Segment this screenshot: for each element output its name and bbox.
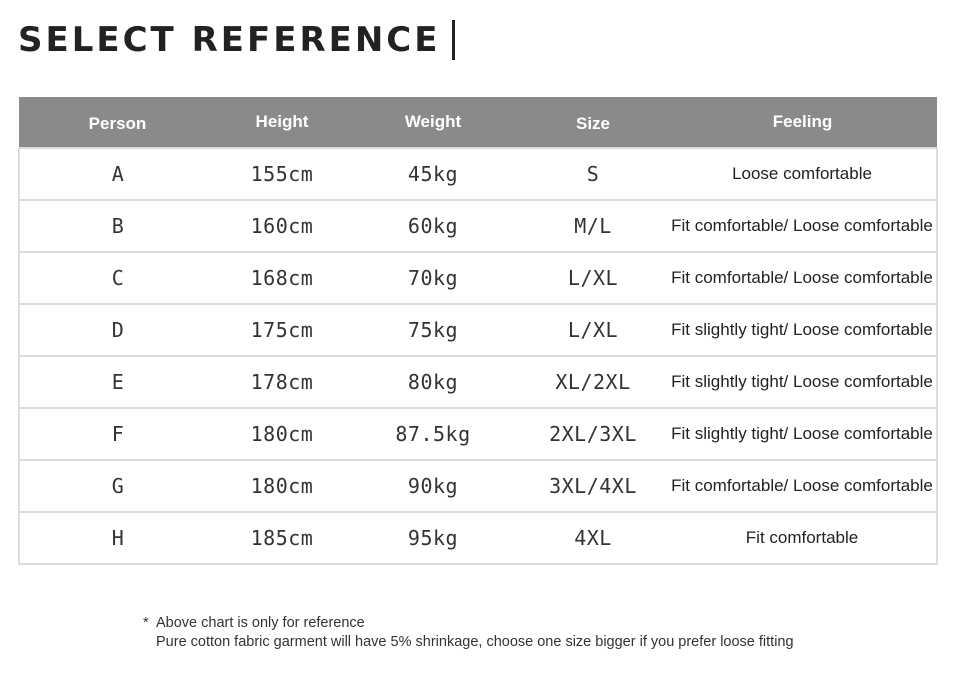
cell-feeling: Loose comfortable bbox=[668, 148, 937, 200]
cell-size: M/L bbox=[518, 200, 668, 252]
cell-size: L/XL bbox=[518, 252, 668, 304]
cell-height: 185cm bbox=[216, 512, 348, 564]
cell-feeling: Fit slightly tight/ Loose comfortable bbox=[668, 356, 937, 408]
table-row bbox=[19, 252, 937, 304]
cell-height: 180cm bbox=[216, 408, 348, 460]
cell-weight: 45kg bbox=[348, 148, 518, 200]
cell-size: S bbox=[518, 148, 668, 200]
header-person: Person bbox=[19, 97, 216, 148]
cell-person: B bbox=[19, 200, 216, 252]
cell-feeling: Fit comfortable/ Loose comfortable bbox=[668, 200, 937, 252]
header-size: Size bbox=[518, 97, 668, 148]
cell-size: 4XL bbox=[518, 512, 668, 564]
cell-height: 155cm bbox=[216, 148, 348, 200]
cell-feeling: Fit comfortable/ Loose comfortable bbox=[668, 252, 937, 304]
cell-feeling: Fit slightly tight/ Loose comfortable bbox=[668, 304, 937, 356]
table-row bbox=[19, 408, 937, 460]
reference-notes bbox=[143, 614, 794, 652]
page-title-text: SELECT REFERENCE bbox=[18, 20, 441, 60]
note-reference-text: Above chart is only for reference bbox=[156, 615, 365, 631]
cell-weight: 60kg bbox=[348, 200, 518, 252]
cell-height: 178cm bbox=[216, 356, 348, 408]
cell-weight: 90kg bbox=[348, 460, 518, 512]
cell-person: F bbox=[19, 408, 216, 460]
cell-weight: 87.5kg bbox=[348, 408, 518, 460]
table-row bbox=[19, 304, 937, 356]
table-header bbox=[19, 97, 937, 148]
table-row bbox=[19, 200, 937, 252]
cell-height: 180cm bbox=[216, 460, 348, 512]
asterisk-icon: * bbox=[143, 615, 149, 631]
cell-size: XL/2XL bbox=[518, 356, 668, 408]
cell-weight: 95kg bbox=[348, 512, 518, 564]
table-row bbox=[19, 512, 937, 564]
table-header-row bbox=[19, 97, 937, 148]
header-height: Height bbox=[216, 97, 348, 148]
cell-size: L/XL bbox=[518, 304, 668, 356]
cell-feeling: Fit comfortable/ Loose comfortable bbox=[668, 460, 937, 512]
cell-person: H bbox=[19, 512, 216, 564]
cell-height: 160cm bbox=[216, 200, 348, 252]
table-row bbox=[19, 148, 937, 200]
size-reference-table-wrap bbox=[18, 97, 936, 565]
cell-person: G bbox=[19, 460, 216, 512]
note-line-1 bbox=[143, 614, 794, 633]
cell-person: D bbox=[19, 304, 216, 356]
note-shrinkage-text: Pure cotton fabric garment will have 5% shrinkage, choose one size bigger if you prefer loose fitting bbox=[156, 634, 794, 650]
header-weight: Weight bbox=[348, 97, 518, 148]
cell-weight: 80kg bbox=[348, 356, 518, 408]
page-title bbox=[18, 18, 455, 62]
table-row bbox=[19, 356, 937, 408]
cell-feeling: Fit slightly tight/ Loose comfortable bbox=[668, 408, 937, 460]
size-reference-table bbox=[18, 97, 938, 565]
cell-height: 175cm bbox=[216, 304, 348, 356]
header-feeling: Feeling bbox=[668, 97, 937, 148]
cell-size: 2XL/3XL bbox=[518, 408, 668, 460]
cell-weight: 75kg bbox=[348, 304, 518, 356]
cell-person: A bbox=[19, 148, 216, 200]
table-body bbox=[19, 148, 937, 564]
cell-person: E bbox=[19, 356, 216, 408]
cell-weight: 70kg bbox=[348, 252, 518, 304]
title-cursor-bar bbox=[452, 20, 455, 60]
table-row bbox=[19, 460, 937, 512]
cell-size: 3XL/4XL bbox=[518, 460, 668, 512]
cell-person: C bbox=[19, 252, 216, 304]
cell-feeling: Fit comfortable bbox=[668, 512, 937, 564]
cell-height: 168cm bbox=[216, 252, 348, 304]
